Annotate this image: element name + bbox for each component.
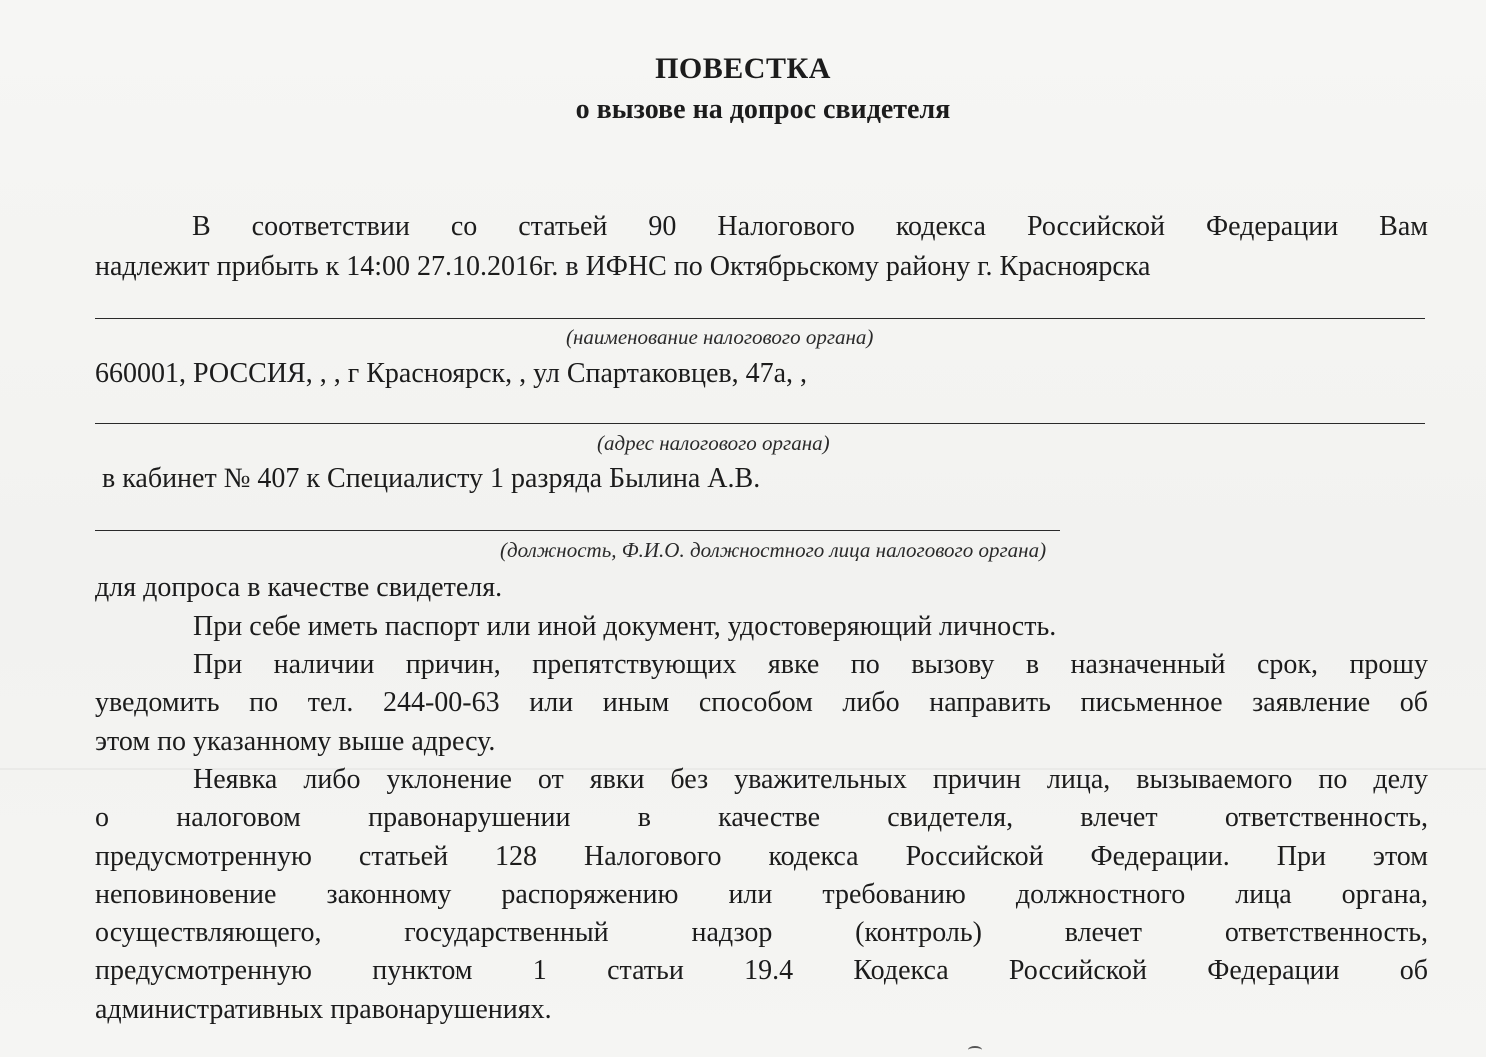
org-address: 660001, РОССИЯ, , , г Красноярск, , ул Спартаковцев, 47а, , bbox=[95, 358, 808, 389]
paragraph-2-line-2: уведомить по тел. 244-00-63 или иным способом либо направить письменное заявление об bbox=[95, 687, 1428, 718]
paragraph-1-line-2: надлежит прибыть к 14:00 27.10.2016г. в ИФНС по Октябрьскому району г. Красноярска bbox=[95, 251, 1151, 282]
caption-org-name: (наименование налогового органа) bbox=[566, 325, 874, 349]
caption-org-address: (адрес налогового органа) bbox=[597, 431, 830, 455]
purpose-line: для допроса в качестве свидетеля. bbox=[95, 572, 503, 603]
cabinet-official: в кабинет № 407 к Специалисту 1 разряда Былина А.В. bbox=[102, 463, 761, 494]
org-name-rule bbox=[95, 318, 1425, 319]
paragraph-3-line-6: предусмотренную пунктом 1 статьи 19.4 Кодекса Российской Федерации об bbox=[95, 955, 1428, 986]
document-subtitle: о вызове на допрос свидетеля bbox=[575, 94, 951, 125]
paragraph-3-line-4: неповиновение законному распоряжению или требованию должностного лица органа, bbox=[95, 879, 1428, 910]
caption-official: (должность, Ф.И.О. должностного лица налогового органа) bbox=[500, 538, 1047, 562]
paragraph-3-line-3: предусмотренную статьей 128 Налогового кодекса Российской Федерации. При этом bbox=[95, 841, 1428, 872]
paragraph-2-line-3: этом по указанному выше адресу. bbox=[95, 726, 496, 757]
paragraph-3-line-7: административных правонарушениях. bbox=[95, 994, 552, 1025]
official-rule bbox=[95, 530, 1060, 531]
passport-line: При себе иметь паспорт или иной документ, удостоверяющий личность. bbox=[193, 611, 1057, 642]
paragraph-3-line-2: о налоговом правонарушении в качестве свидетеля, влечет ответственность, bbox=[95, 802, 1428, 833]
paragraph-1-line-1: В соответствии со статьей 90 Налогового кодекса Российской Федерации Вам bbox=[192, 211, 1428, 242]
paragraph-2-line-1: При наличии причин, препятствующих явке по вызову в назначенный срок, прошу bbox=[193, 649, 1428, 680]
paragraph-3-line-1: Неявка либо уклонение от явки без уважительных причин лица, вызываемого по делу bbox=[193, 764, 1428, 795]
document-title: ПОВЕСТКА bbox=[655, 52, 831, 85]
org-address-rule bbox=[95, 423, 1425, 424]
signature-mark bbox=[968, 1046, 982, 1054]
paragraph-3-line-5: осуществляющего, государственный надзор (контроль) влечет ответственность, bbox=[95, 917, 1428, 948]
